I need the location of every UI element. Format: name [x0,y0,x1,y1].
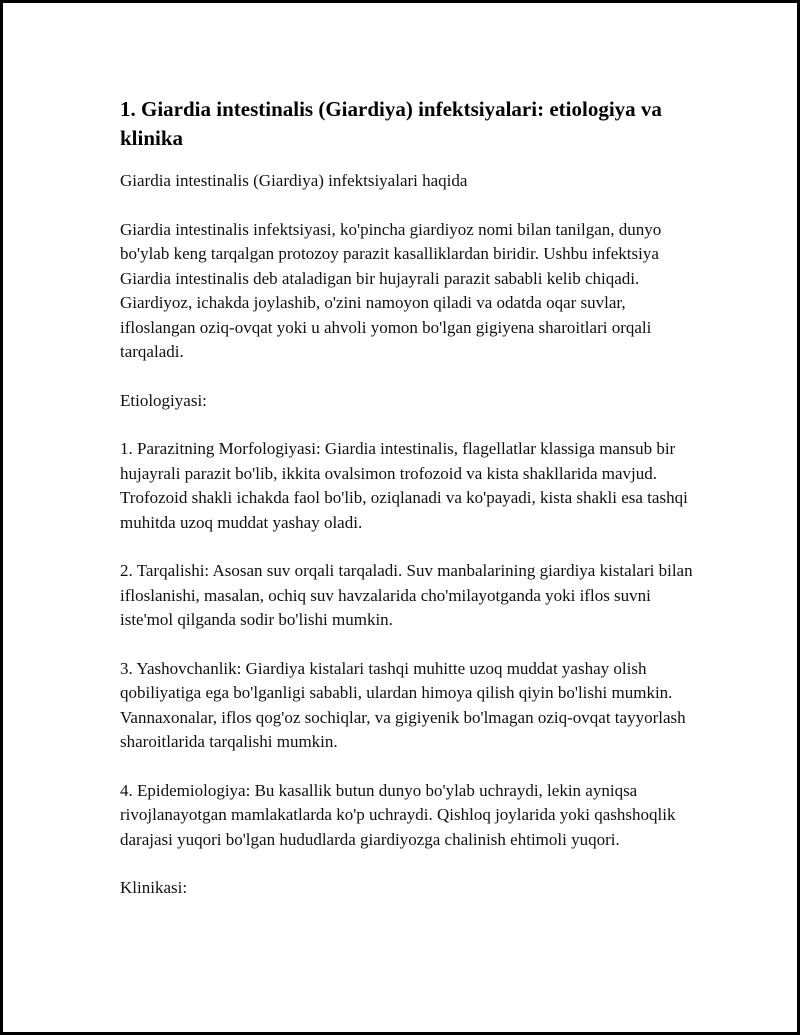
etiology-item-spread: 2. Tarqalishi: Asosan suv orqali tarqaladi. Suv manbalarining giardiya kistalari bilan ifloslanishi, masalan, ochiq suv havzalarida cho'milayotganda yoki iflos suvni iste'mol qilganda sodir bo'lishi mumkin. [120,561,693,629]
etiology-item-survival: 3. Yashovchanlik: Giardiya kistalari tashqi muhitte uzoq muddat yashay olish qobiliyatiga ega bo'lganligi sababli, ulardan himoya qilish qiyin bo'lishi mumkin. Vannaxonalar, iflos qog'oz sochiqlar, va gigiyenik bo'lmagan oziq-ovqat tayyorlash sharoitlarida tarqalishi mumkin. [120,658,686,751]
section-heading-etiology: Etiologiyasi: [120,390,207,410]
document-body [120,95,700,925]
intro-subtitle: Giardia intestinalis (Giardiya) infektsiyalari haqida [120,171,468,190]
intro-paragraph: Giardia intestinalis infektsiyasi, ko'pincha giardiyoz nomi bilan tanilgan, dunyo bo'ylab keng tarqalgan protozoy parazit kasalliklardan biridir. Ushbu infektsiya Giardia intestinalis deb ataladigan bir hujayrali parazit sababli kelib chiqadi. Giardiyoz, ichakda joylashib, o'zini namoyon qiladi va odatda oqar suvlar, ifloslangan oziq-ovqat yoki u ahvoli yomon bo'lgan gigiyena sharoitlari orqali tarqaladi. [120,219,662,361]
document-title: 1. Giardia intestinalis (Giardiya) infektsiyalari: etiologiya va klinika [120,97,662,150]
section-heading-clinic: Klinikasi: [120,878,188,897]
etiology-item-epidemiology: 4. Epidemiologiya: Bu kasallik butun dunyo bo'ylab uchraydi, lekin ayniqsa rivojlanayotgan mamlakatlarda ko'p uchraydi. Qishloq joylarida yoki qashshoqlik darajasi yuqori bo'lgan hududlarda giardiyozga chalinish ehtimoli yuqori. [120,780,676,849]
etiology-item-morphology: 1. Parazitning Morfologiyasi: Giardia intestinalis, flagellatlar klassiga mansub bir hujayrali parazit bo'lib, ikkita ovalsimon trofozoid va kista shakllarida mavjud. Trofozoid shakli ichakda faol bo'lib, oziqlanadi va ko'payadi, kista shakli esa tashqi muhitda uzoq muddat yashay oladi. [120,439,688,532]
